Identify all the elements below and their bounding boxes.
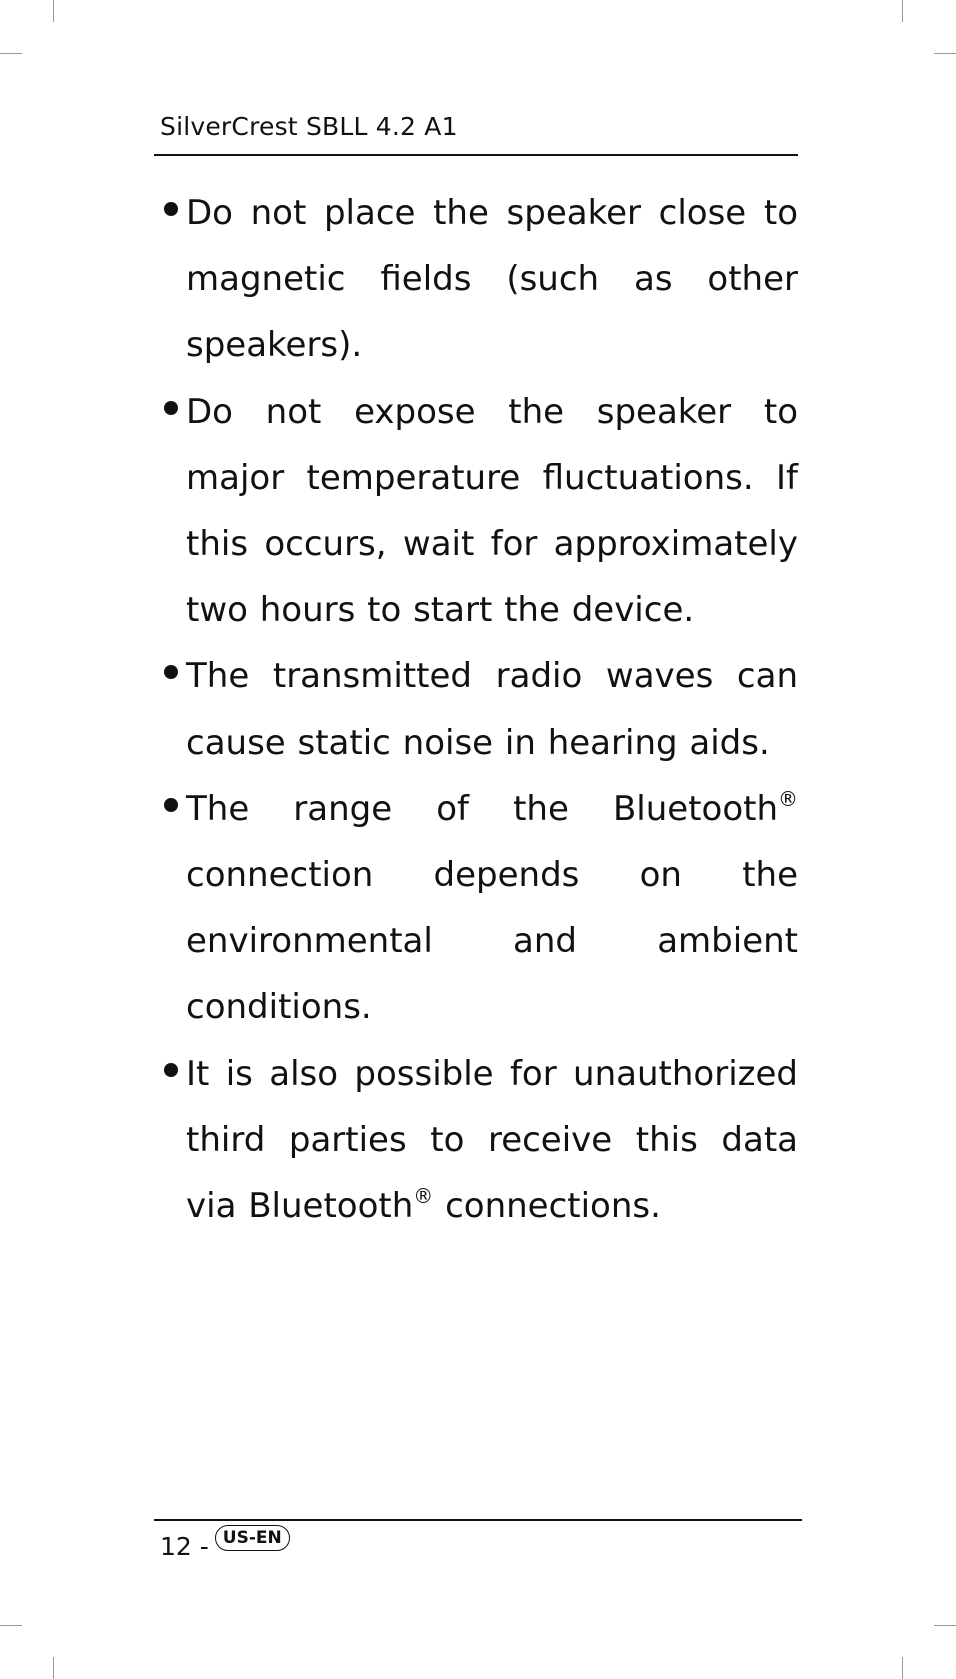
bullet-icon xyxy=(164,401,178,415)
crop-mark-left-bottom xyxy=(0,1625,22,1626)
crop-mark-bottom-right xyxy=(902,1657,903,1679)
list-item xyxy=(160,180,798,379)
bullet-text xyxy=(186,776,798,1041)
bullet-text-part: The range of the Bluetooth xyxy=(186,788,778,829)
crop-mark-bottom-left xyxy=(53,1657,54,1679)
crop-mark-right-bottom xyxy=(934,1625,956,1626)
header-rule xyxy=(154,154,798,156)
list-item xyxy=(160,379,798,644)
bullet-icon xyxy=(164,202,178,216)
crop-mark-right-top xyxy=(934,53,956,54)
safety-bullet-list xyxy=(160,180,798,1239)
registered-mark: ® xyxy=(413,1184,434,1209)
crop-mark-top-left xyxy=(53,0,54,22)
list-item xyxy=(160,1041,798,1240)
page-number: 12 - xyxy=(160,1532,209,1561)
bullet-text-part: connections. xyxy=(433,1186,661,1227)
bullet-text: The transmitted radio waves can cause static noise in hearing aids. xyxy=(186,656,798,763)
crop-mark-left-top xyxy=(0,53,22,54)
bullet-icon xyxy=(164,1063,178,1077)
bullet-icon xyxy=(164,798,178,812)
list-item xyxy=(160,776,798,1041)
bullet-text-part: It is also possible for unauthorized third parties to receive this data via Bluetooth xyxy=(186,1053,798,1227)
page-header-title: SilverCrest SBLL 4.2 A1 xyxy=(160,112,458,141)
bullet-text xyxy=(186,1041,798,1240)
language-badge: US-EN xyxy=(215,1525,290,1551)
bullet-text: Do not expose the speaker to major temperature fluctuations. If this occurs, wait for approximately two hours to start the device. xyxy=(186,391,798,631)
list-item xyxy=(160,643,798,775)
crop-mark-top-right xyxy=(902,0,903,22)
bullet-icon xyxy=(164,665,178,679)
page-footer xyxy=(160,1528,290,1561)
bullet-text-part: connection depends on the environmental and ambient conditions. xyxy=(186,855,798,1028)
registered-mark: ® xyxy=(778,786,798,811)
footer-rule xyxy=(154,1519,802,1521)
bullet-text: Do not place the speaker close to magnetic fields (such as other speakers). xyxy=(186,193,798,366)
